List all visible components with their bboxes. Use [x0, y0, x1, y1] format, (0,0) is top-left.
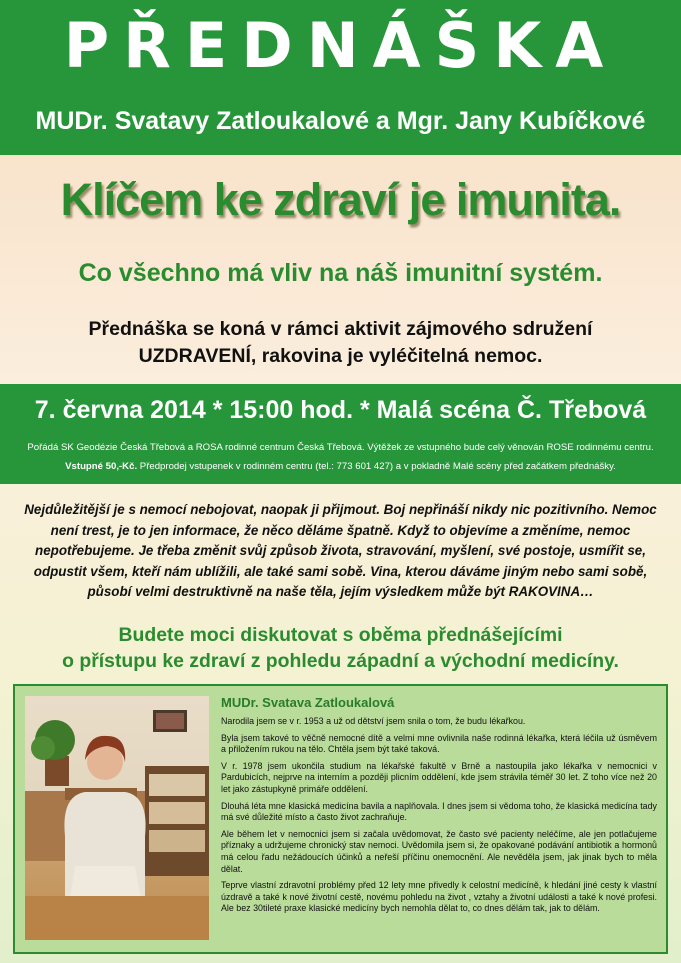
bio-name: MUDr. Svatava Zatloukalová — [221, 695, 395, 710]
photo-illustration — [25, 696, 209, 940]
message-line-3: nepotřebujeme. Je třeba změnit svůj způsob života, stravování, myšlení, své postoje, usmířit se, — [35, 543, 646, 559]
header-banner — [0, 0, 681, 155]
discussion-note — [0, 622, 681, 674]
message-line-4: odpustit všem, kteří nám ublížili, ale také sami sobě. Vina, kterou dáváme jiným nebo sami sobě, — [33, 563, 648, 579]
discussion-line-1: Budete moci diskutovat s oběma přednášejícími — [118, 624, 563, 646]
intro-line-1: Přednáška se koná v rámci aktivit zájmového sdružení — [88, 318, 593, 340]
wall-picture-inner — [156, 713, 184, 729]
lecturers-line: MUDr. Svatavy Zatloukalové a Mgr. Jany Kubíčkové — [35, 107, 646, 135]
bio-paragraph-3: V r. 1978 jsem ukončila studium na lékařské fakultě v Brně a nastoupila jako lékařka v nemocnici v Pardubicích, nejprve na interním a později plicním oddělení, kde jsem strávila téměř 30 let. Z toho více než 20 let jako zástupkyně primáře oddělení. — [221, 760, 657, 794]
lecturer-photo — [25, 696, 209, 940]
bio-paragraph-2: Byla jsem takové to věčně nemocné dítě a velmi mne ovlivnila naše rodinná lékařka, která léčila už úsměvem a přiložením rukou na tělo. Chtěla jsem být také taková. — [221, 732, 657, 755]
plant-leaves-2 — [31, 736, 55, 760]
bio-paragraph-6: Teprve vlastní zdravotní problémy před 12 lety mne přivedly k celostní medicíně, k hledání jiné cesty k vlastní úzdravě a také k nové životní cestě, novému pohledu na život , vztahy a životní události a také k nové profesi. Ale bez 30tileté praxe klasické medicíny bych nemohla dělat to, co dnes dělám tak, jak to dělám. — [221, 880, 657, 914]
organizer-note: Pořádá SK Geodézie Česká Třebová a ROSA rodinné centrum Česká Třebová. Výtěžek ze vstupného bude celý věnován ROSE rodinnému centru. — [27, 442, 654, 453]
message-line-2: není trest, je to jen informace, že něco děláme špatně. Když to objevíme a změníme, nemoc — [50, 522, 631, 538]
presale-info: Předprodej vstupenek v rodinném centru (tel.: 773 601 427) a v pokladně Malé scény před začátkem přednášky. — [139, 461, 616, 472]
shelf-3 — [149, 830, 205, 852]
bio-box — [13, 684, 668, 954]
ticket-info — [0, 460, 681, 474]
poster-title: PŘEDNÁŠKA — [63, 9, 618, 82]
entry-price: Vstupné 50,-Kč. — [65, 461, 138, 472]
shelf-2 — [149, 802, 205, 824]
discussion-line-2: o přístupu ke zdraví z pohledu západní a východní medicíny. — [62, 650, 619, 672]
intro-text — [0, 316, 681, 370]
intro-line-2: UZDRAVENÍ, rakovina je vyléčitelná nemoc. — [138, 345, 543, 367]
message-paragraph — [8, 500, 673, 603]
plant-pot — [45, 756, 69, 786]
event-band — [0, 384, 681, 484]
message-line-1: Nejdůležitější je s nemocí nebojovat, naopak ji přijmout. Boj nepřináší nikdy nic pozitivního. Nemoc — [24, 502, 657, 517]
bio-paragraph-1: Narodila jsem se v r. 1953 a už od dětství jsem snila o tom, že budu lékařkou. — [221, 716, 526, 726]
bio-paragraph-5: Ale během let v nemocnici jsem si začala uvědomovat, že často své pacienty neléčíme, ale jen potlačujeme příznaky a udržujeme chronický stav nemoci. Uvědomila jsem si, že opakované podávání antibiotik a hormonů má celou řadu nežádoucích účinků a neřeší příčinu onemocnění. Ale nevěděla jsem, jak jinak bych to měla dělat. — [221, 828, 657, 874]
floor — [25, 896, 209, 940]
main-headline: Klíčem ke zdraví je imunita. — [60, 174, 621, 225]
subheadline: Co všechno má vliv na náš imunitní systém. — [78, 259, 603, 287]
shelf-1 — [149, 774, 205, 796]
bio-text — [221, 694, 657, 920]
event-details: 7. června 2014 * 15:00 hod. * Malá scéna Č. Třebová — [34, 396, 647, 424]
bio-paragraph-4: Dlouhá léta mne klasická medicína bavila a naplňovala. I dnes jsem si vědoma toho, že klasická medicína tady má své důležité místo a často život zachraňuje. — [221, 800, 657, 823]
message-line-5: působí velmi destruktivně na naše těla, jejím výsledkem může být RAKOVINA… — [87, 584, 594, 600]
